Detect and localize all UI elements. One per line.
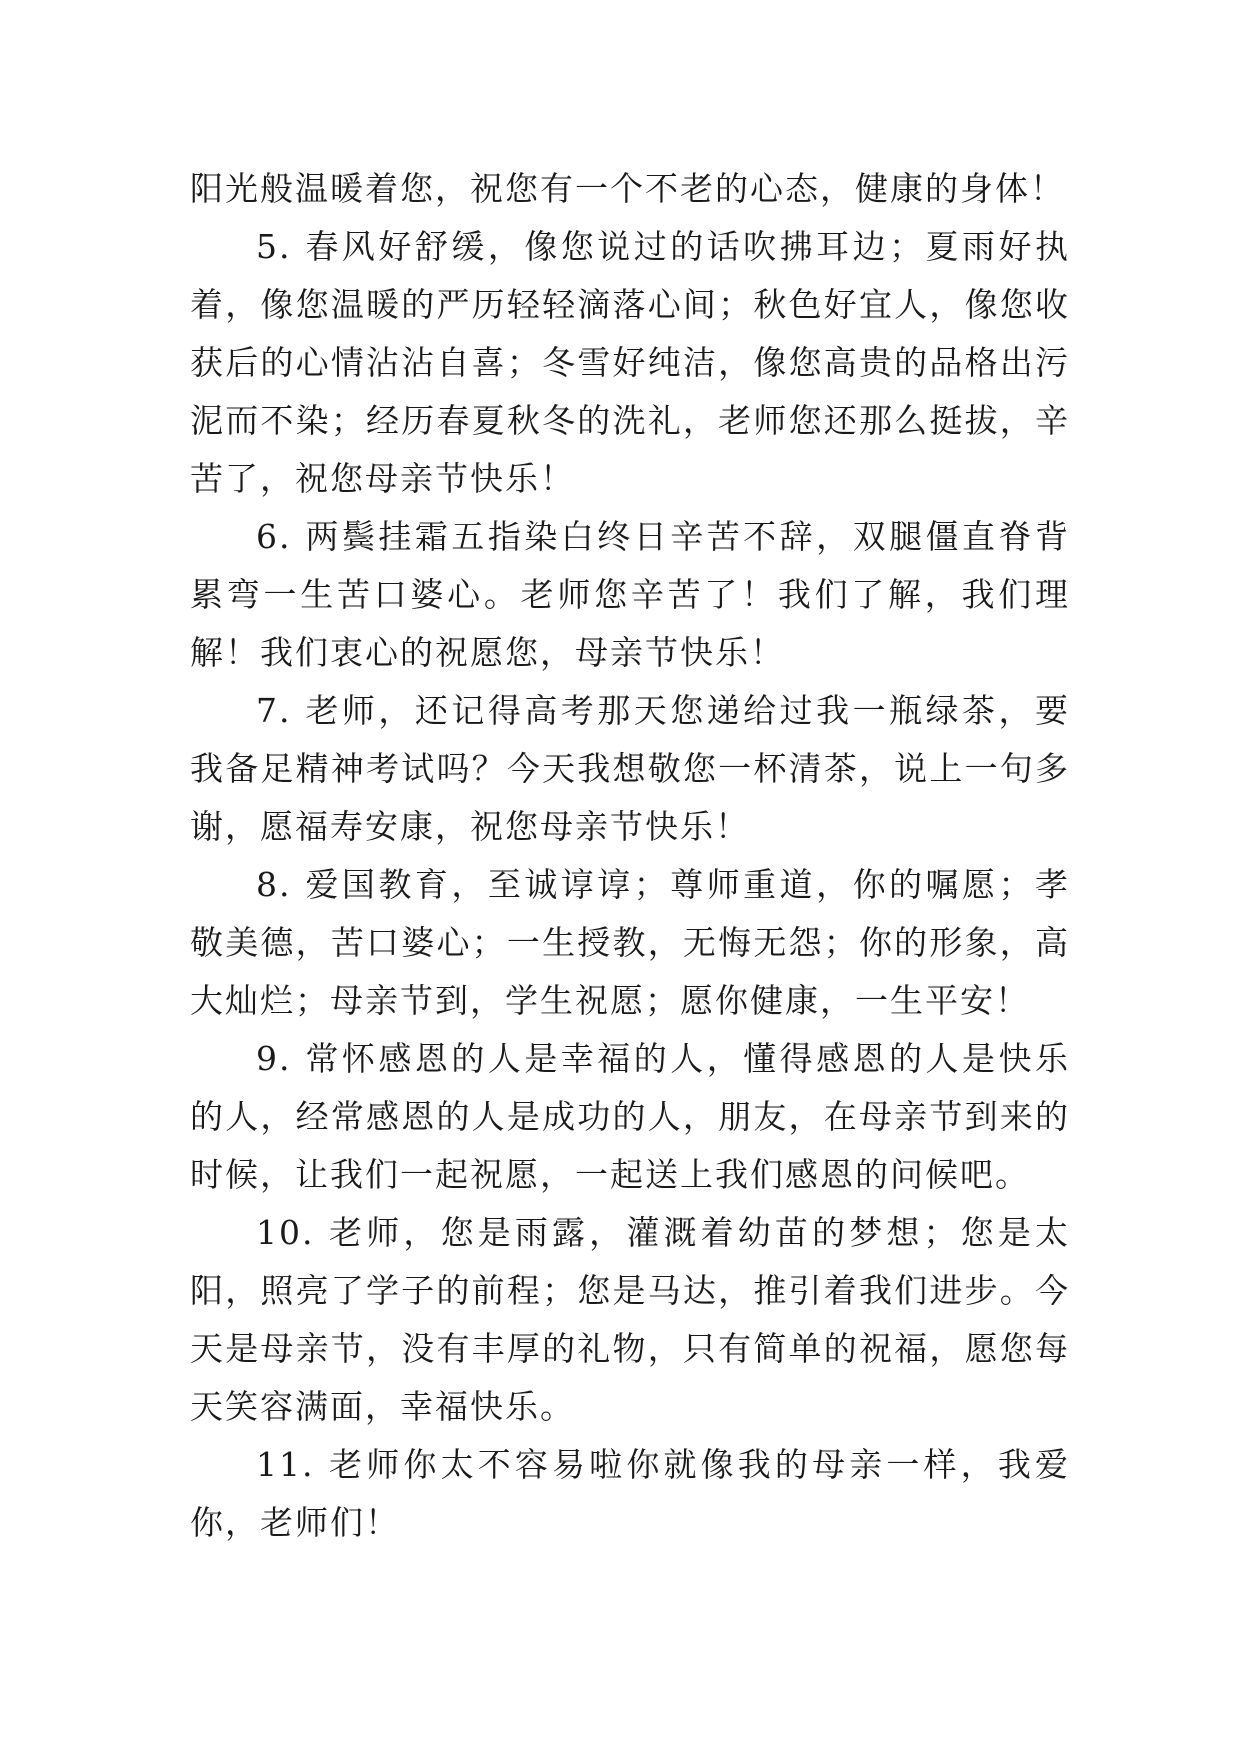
paragraph-continuation: 阳光般温暖着您，祝您有一个不老的心态，健康的身体！ <box>190 169 1065 208</box>
paragraph-item-9: 9. 常怀感恩的人是幸福的人，懂得感恩的人是快乐的人，经常感恩的人是成功的人，朋友，在母亲节到来的时候，让我们一起祝愿，一起送上我们感恩的问候吧。 <box>190 1039 1070 1194</box>
paragraph-item-5: 5. 春风好舒缓，像您说过的话吹拂耳边；夏雨好执着，像您温暖的严历轻轻滴落心间；秋色好宜人，像您收获后的心情沾沾自喜；冬雪好纯洁，像您高贵的品格出污泥而不染；经历春夏秋冬的洗礼，老师您还那么挺拔，辛苦了，祝您母亲节快乐！ <box>190 227 1070 498</box>
paragraph-item-8: 8. 爱国教育，至诚谆谆；尊师重道，你的嘱愿；孝敬美德，苦口婆心；一生授教，无悔无怨；你的形象，高大灿烂；母亲节到，学生祝愿；愿你健康，一生平安！ <box>190 865 1070 1020</box>
paragraph-item-11: 11. 老师你太不容易啦你就像我的母亲一样，我爱你，老师们！ <box>190 1445 1070 1542</box>
paragraph-item-10: 10. 老师，您是雨露，灌溉着幼苗的梦想；您是太阳，照亮了学子的前程；您是马达，推引着我们进步。今天是母亲节，没有丰厚的礼物，只有简单的祝福，愿您每天笑容满面，幸福快乐。 <box>190 1213 1070 1426</box>
document-body <box>190 160 1070 1552</box>
paragraph-item-7: 7. 老师，还记得高考那天您递给过我一瓶绿茶，要我备足精神考试吗？今天我想敬您一杯清茶，说上一句多谢，愿福寿安康，祝您母亲节快乐！ <box>190 691 1070 846</box>
paragraph-item-6: 6. 两鬓挂霜五指染白终日辛苦不辞，双腿僵直脊背累弯一生苦口婆心。老师您辛苦了！我们了解，我们理解！我们衷心的祝愿您，母亲节快乐！ <box>190 517 1070 672</box>
